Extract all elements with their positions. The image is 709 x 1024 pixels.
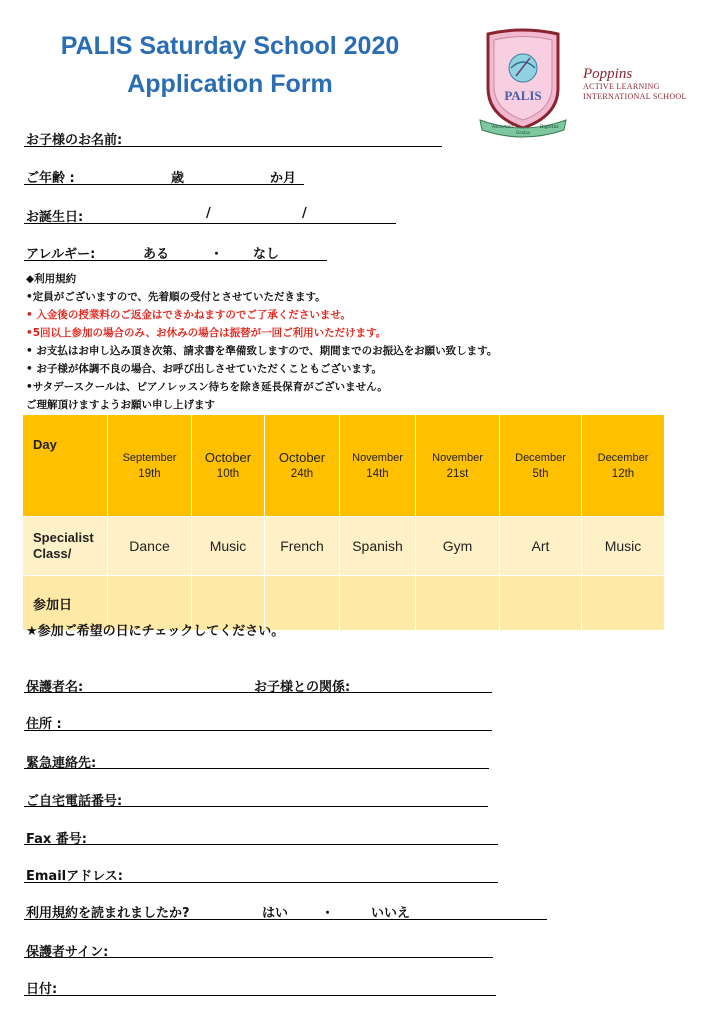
ribbon-center-text: Gratia: [516, 131, 530, 136]
read-terms-no-option[interactable]: いいえ: [371, 906, 411, 921]
home-phone-field[interactable]: [24, 806, 488, 807]
date-label: 日付:: [26, 982, 58, 997]
terms-section: [26, 270, 497, 414]
emergency-contact-label: 緊急連絡先:: [26, 756, 97, 771]
read-terms-yes-option[interactable]: はい: [262, 906, 289, 921]
class-name: Music: [582, 517, 665, 576]
attendance-checkbox-cell[interactable]: [582, 576, 665, 631]
address-label: 住所 :: [26, 717, 62, 732]
allergy-field: [24, 260, 327, 261]
age-label: ご年齢 :: [26, 171, 75, 186]
age-months-unit: か月: [270, 171, 297, 186]
class-header: Specialist Class/: [23, 517, 108, 576]
school-brand: [583, 66, 687, 102]
session-date: October 24th: [265, 415, 340, 517]
email-field[interactable]: [24, 882, 498, 883]
allergy-label: アレルギー:: [26, 247, 96, 262]
session-date: December 12th: [582, 415, 665, 517]
birthdate-field[interactable]: [24, 223, 396, 224]
palis-crest-logo: [478, 28, 568, 140]
schedule-table: [22, 414, 665, 631]
terms-heading: ◆利用規約: [26, 273, 77, 285]
class-name: Spanish: [340, 517, 416, 576]
guardian-name-label: 保護者名:: [26, 680, 84, 695]
attendance-header: 参加日: [23, 576, 108, 631]
home-phone-label: ご自宅電話番号:: [26, 794, 123, 809]
terms-item: •サタデースクールは、ピアノレッスン待ちを除き延長保育がございません。: [26, 381, 388, 393]
allergy-no-option[interactable]: なし: [253, 247, 280, 262]
child-name-label: お子様のお名前:: [26, 133, 123, 148]
ribbon-left-text: Ascertain: [492, 125, 514, 130]
class-name: Gym: [416, 517, 500, 576]
crest-text: PALIS: [504, 88, 542, 103]
attendance-checkbox-cell[interactable]: [340, 576, 416, 631]
allergy-separator: ・: [210, 247, 224, 262]
emergency-contact-field[interactable]: [24, 768, 489, 769]
form-title: PALIS Saturday School 2020: [60, 32, 400, 60]
birthdate-separator: /: [302, 206, 307, 221]
fax-label: Fax 番号:: [26, 832, 88, 847]
attendance-checkbox-cell[interactable]: [416, 576, 500, 631]
age-field[interactable]: [24, 184, 304, 185]
terms-item: • お子様が体調不良の場合、お呼び出しさせていただくこともございます。: [26, 363, 383, 375]
session-date: October 10th: [192, 415, 265, 517]
guardian-name-field[interactable]: [24, 692, 492, 693]
relation-label: お子様との関係:: [254, 680, 351, 695]
session-date: November 14th: [340, 415, 416, 517]
terms-item-warning: • 入金後の授業料のご返金はできかねますのでご了承くださいませ。: [26, 309, 352, 321]
ribbon-right-text: Dignitas: [540, 125, 559, 130]
address-field[interactable]: [24, 730, 492, 731]
child-name-field[interactable]: [24, 146, 442, 147]
read-terms-separator: ・: [321, 906, 335, 921]
session-date: November 21st: [416, 415, 500, 517]
date-field[interactable]: [24, 995, 496, 996]
session-date: September 19th: [108, 415, 192, 517]
attendance-checkbox-cell[interactable]: [500, 576, 582, 631]
terms-item: • お支払はお申し込み頂き次第、請求書を準備致しますので、期間までのお振込をお願い致します。: [26, 345, 498, 357]
session-date: December 5th: [500, 415, 582, 517]
terms-item: •定員がございますので、先着順の受付とさせていただきます。: [26, 291, 326, 303]
brand-line-2: INTERNATIONAL SCHOOL: [583, 92, 687, 101]
form-subtitle: Application Form: [127, 70, 333, 98]
birthdate-label: お誕生日:: [26, 210, 84, 225]
class-name: Dance: [108, 517, 192, 576]
email-label: Emailアドレス:: [26, 869, 123, 884]
age-years-unit: 歳: [171, 171, 185, 186]
read-terms-field: [24, 919, 547, 920]
read-terms-label: 利用規約を読まれましたか?: [26, 906, 190, 921]
signature-field[interactable]: [24, 957, 493, 958]
schedule-day-row: [23, 415, 665, 517]
fax-field[interactable]: [24, 844, 498, 845]
allergy-yes-option[interactable]: ある: [143, 247, 170, 262]
birthdate-separator: /: [206, 206, 211, 221]
class-name: Art: [500, 517, 582, 576]
day-header: Day: [23, 415, 108, 517]
class-name: Music: [192, 517, 265, 576]
terms-item-warning: •5回以上参加の場合のみ、お休みの場合は振替が一回ご利用いただけます。: [26, 327, 387, 339]
schedule-class-row: [23, 517, 665, 576]
check-instruction: ★参加ご希望の日にチェックしてください。: [26, 624, 285, 639]
class-name: French: [265, 517, 340, 576]
signature-label: 保護者サイン:: [26, 945, 109, 960]
brand-name: Poppins: [583, 66, 633, 82]
brand-line-1: ACTIVE LEARNING: [583, 82, 660, 91]
terms-closing: ご理解頂けますようお願い申し上げます: [26, 399, 215, 411]
